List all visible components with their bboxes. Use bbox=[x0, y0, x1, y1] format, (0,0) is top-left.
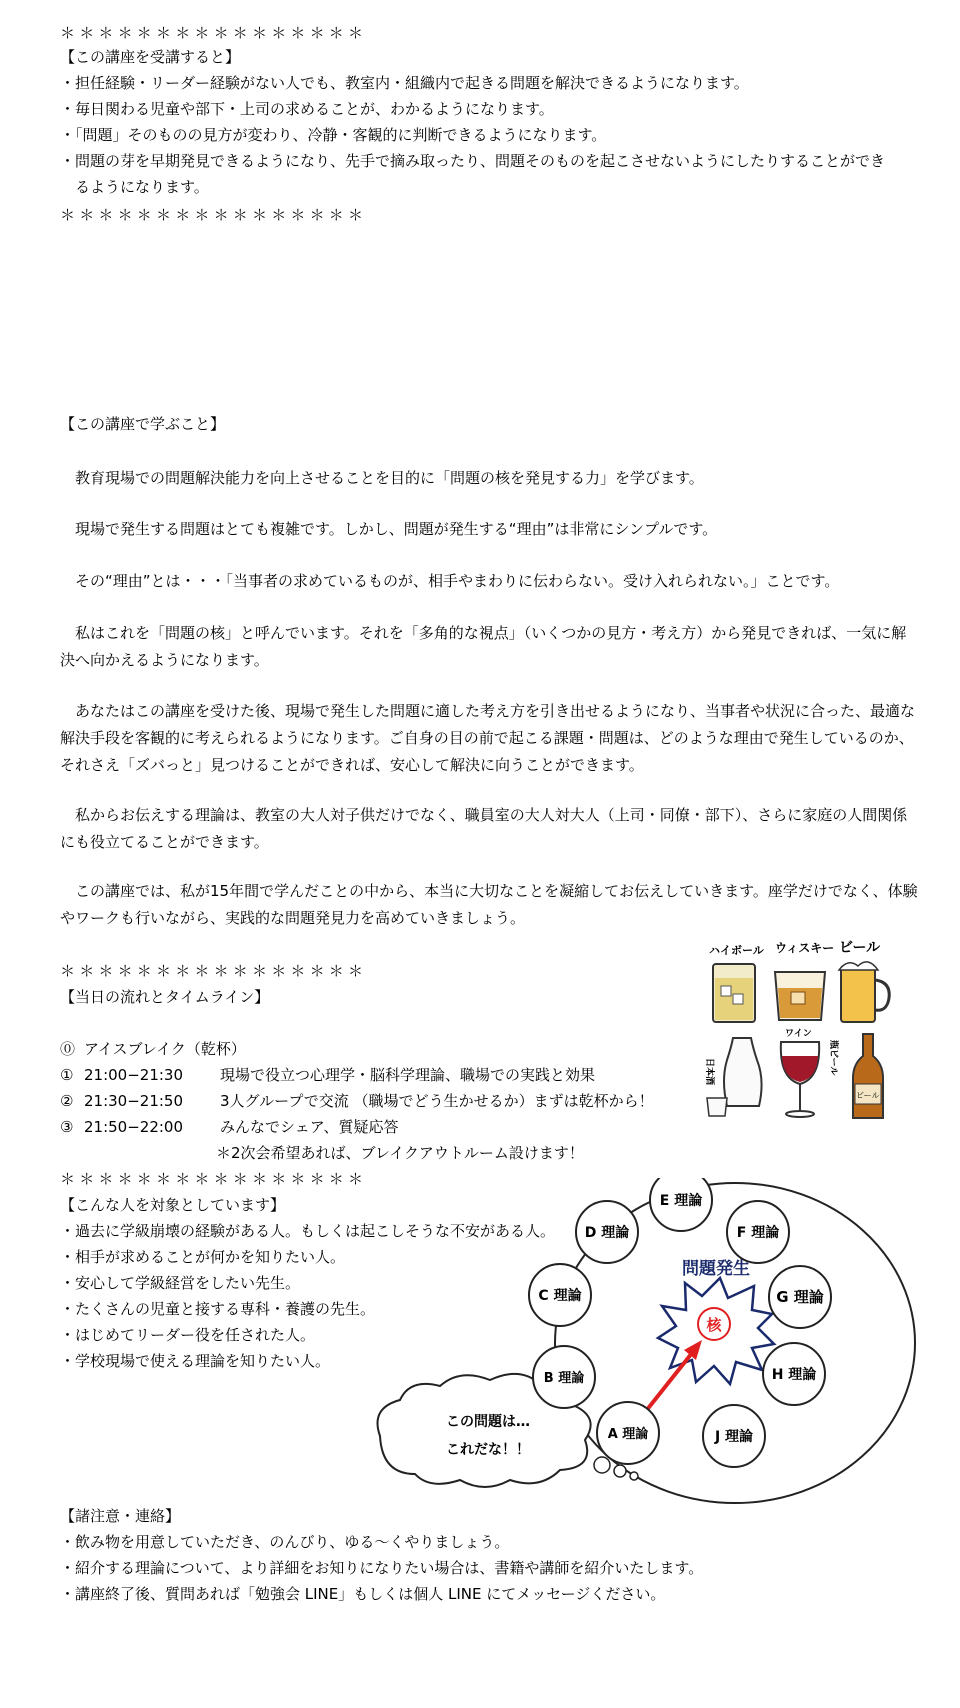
drinks-illustration bbox=[703, 938, 903, 1128]
benefit-item: るようになります。 bbox=[60, 178, 209, 196]
separator-stars: ＊＊＊＊＊＊＊＊＊＊＊＊＊＊＊＊ bbox=[60, 24, 368, 42]
theory-node bbox=[533, 1346, 595, 1408]
drink-label: 瓶ビール bbox=[828, 1040, 838, 1076]
svg-text:B 理論: B 理論 bbox=[543, 1371, 585, 1386]
wine-icon bbox=[781, 1042, 819, 1117]
learn-paragraph: 現場で発生する問題はとても複雑です。しかし、問題が発生する“理由”は非常にシンプルです。 bbox=[60, 520, 718, 538]
svg-text:H 理論: H 理論 bbox=[771, 1367, 817, 1383]
timeline-note: ＊2次会希望あれば、ブレイクアウトルーム設けます！ bbox=[216, 1144, 584, 1162]
bubble-line: この問題は… bbox=[446, 1414, 530, 1430]
thought-dot bbox=[614, 1465, 626, 1477]
timeline-num: ② bbox=[60, 1092, 74, 1110]
learn-paragraph: 教育現場での問題解決能力を向上させることを目的に「問題の核を発見する力」を学びます。 bbox=[60, 469, 704, 487]
svg-text:J 理論: J 理論 bbox=[714, 1429, 754, 1445]
notes-item: ・紹介する理論について、より詳細をお知りになりたい場合は、書籍や講師を紹介いたします。 bbox=[60, 1559, 704, 1577]
benefit-item: ・毎日関わる児童や部下・上司の求めることが、わかるようになります。 bbox=[60, 100, 554, 118]
timeline-time: 21:50−22:00 bbox=[84, 1118, 184, 1136]
target-item: ・たくさんの児童と接する専科・養護の先生。 bbox=[60, 1300, 376, 1318]
separator-stars: ＊＊＊＊＊＊＊＊＊＊＊＊＊＊＊＊ bbox=[60, 206, 368, 224]
benefit-item: ・「問題」そのものの見方が変わり、冷静・客観的に判断できるようになります。 bbox=[60, 126, 607, 144]
beer-icon bbox=[839, 962, 889, 1022]
target-item: ・過去に学級崩壊の経験がある人。もしくは起こしそうな不安がある人。 bbox=[60, 1222, 556, 1240]
timeline-desc: 現場で役立つ心理学・脳科学理論、職場での実践と効果 bbox=[220, 1066, 596, 1084]
svg-text:A 理論: A 理論 bbox=[607, 1427, 649, 1442]
drink-label: ビール bbox=[839, 940, 881, 956]
separator-stars: ＊＊＊＊＊＊＊＊＊＊＊＊＊＊＊＊ bbox=[60, 962, 368, 980]
timeline-time: 21:30−21:50 bbox=[84, 1092, 184, 1110]
bubble-line: これだな！！ bbox=[446, 1442, 530, 1458]
svg-text:G 理論: G 理論 bbox=[776, 1288, 824, 1306]
whisky-icon bbox=[775, 972, 825, 1020]
target-item: ・はじめてリーダー役を任された人。 bbox=[60, 1326, 316, 1344]
theory-node bbox=[763, 1343, 825, 1405]
learn-paragraph: この講座では、私が15年間で学んだことの中から、本当に大切なことを凝縮してお伝えしていきます。座学だけでなく、体験やワークも行いながら、実践的な問題発見力を高めていきましょう。 bbox=[60, 882, 918, 927]
theory-node bbox=[769, 1266, 831, 1328]
target-item: ・学校現場で使える理論を知りたい人。 bbox=[60, 1352, 331, 1370]
timeline-heading: 【当日の流れとタイムライン】 bbox=[60, 988, 270, 1006]
theory-node bbox=[650, 1178, 712, 1231]
highball-icon bbox=[713, 964, 755, 1022]
learn-paragraph: 私からお伝えする理論は、教室の大人対子供だけでなく、職員室の大人対大人（上司・同僚・部下）、さらに家庭の人間関係にも役立てることができます。 bbox=[60, 806, 908, 851]
learn-paragraph: 私はこれを「問題の核」と呼んでいます。それを「多角的な視点」（いくつかの見方・考え方）から発見できれば、一気に解決へ向かえるようになります。 bbox=[60, 624, 907, 669]
theory-node bbox=[529, 1264, 591, 1326]
timeline-num: ① bbox=[60, 1066, 74, 1084]
target-item: ・安心して学級経営をしたい先生。 bbox=[60, 1274, 301, 1292]
drink-label: ハイボール bbox=[709, 944, 764, 957]
learn-paragraph: あなたはこの講座を受けた後、現場で発生した問題に適した考え方を引き出せるようになり、当事者や状況に合った、最適な解決手段を客観的に考えられるようになります。ご自身の目の前で起こる課題・問題は、どのような理由で発生しているのか、それさえ「ズバっと」見つけることができれば、安心して解決に向うことができます。 bbox=[60, 702, 916, 774]
theory-node bbox=[597, 1402, 659, 1464]
theory-node bbox=[703, 1405, 765, 1467]
problem-title: 問題発生 bbox=[682, 1259, 750, 1279]
drink-label: ウィスキー bbox=[775, 941, 835, 955]
svg-text:C 理論: C 理論 bbox=[538, 1288, 582, 1304]
beer-bottle-icon bbox=[853, 1034, 883, 1118]
svg-text:D 理論: D 理論 bbox=[584, 1225, 630, 1241]
drink-label: ワイン bbox=[785, 1029, 812, 1039]
sake-icon bbox=[707, 1038, 762, 1116]
core-label: 核 bbox=[706, 1316, 722, 1334]
drink-label: 日本酒 bbox=[704, 1058, 714, 1086]
theory-diagram bbox=[370, 1178, 930, 1518]
target-item: ・相手が求めることが何かを知りたい人。 bbox=[60, 1248, 346, 1266]
notes-item: ・講座終了後、質問あれば「勉強会 LINE」もしくは個人 LINE にてメッセージください。 bbox=[60, 1585, 666, 1603]
notes-heading: 【諸注意・連絡】 bbox=[60, 1507, 181, 1525]
thought-dot bbox=[630, 1472, 638, 1480]
timeline-num: ⓪ bbox=[60, 1040, 76, 1058]
theory-node bbox=[576, 1201, 638, 1263]
thought-dot bbox=[594, 1457, 610, 1473]
benefit-item: ・問題の芽を早期発見できるようになり、先手で摘み取ったり、問題そのものを起こさせないようにしたりすることができ bbox=[60, 152, 886, 170]
svg-text:F 理論: F 理論 bbox=[736, 1225, 780, 1241]
svg-text:E 理論: E 理論 bbox=[659, 1193, 703, 1209]
target-heading: 【こんな人を対象としています】 bbox=[60, 1196, 286, 1214]
timeline-num: ③ bbox=[60, 1118, 74, 1136]
learn-paragraph: その“理由”とは・・・「当事者の求めているものが、相手やまわりに伝わらない。受け入れられない。」ことです。 bbox=[60, 572, 840, 590]
notes-item: ・飲み物を用意していただき、のんびり、ゆる〜くやりましょう。 bbox=[60, 1533, 510, 1551]
theory-node bbox=[727, 1201, 789, 1263]
timeline-time: アイスブレイク（乾杯） bbox=[84, 1040, 246, 1058]
separator-stars: ＊＊＊＊＊＊＊＊＊＊＊＊＊＊＊＊ bbox=[60, 1170, 368, 1188]
timeline-desc: みんなでシェア、質疑応答 bbox=[220, 1118, 399, 1136]
drink-label: ビール bbox=[856, 1091, 880, 1100]
benefit-item: ・担任経験・リーダー経験がない人でも、教室内・組織内で起きる問題を解決できるようになります。 bbox=[60, 74, 749, 92]
timeline-desc: 3人グループで交流 （職場でどう生かせるか）まずは乾杯から！ bbox=[220, 1092, 654, 1110]
learn-heading: 【この講座で学ぶこと】 bbox=[60, 415, 226, 433]
benefits-heading: 【この講座を受講すると】 bbox=[60, 48, 241, 66]
timeline-time: 21:00−21:30 bbox=[84, 1066, 184, 1084]
